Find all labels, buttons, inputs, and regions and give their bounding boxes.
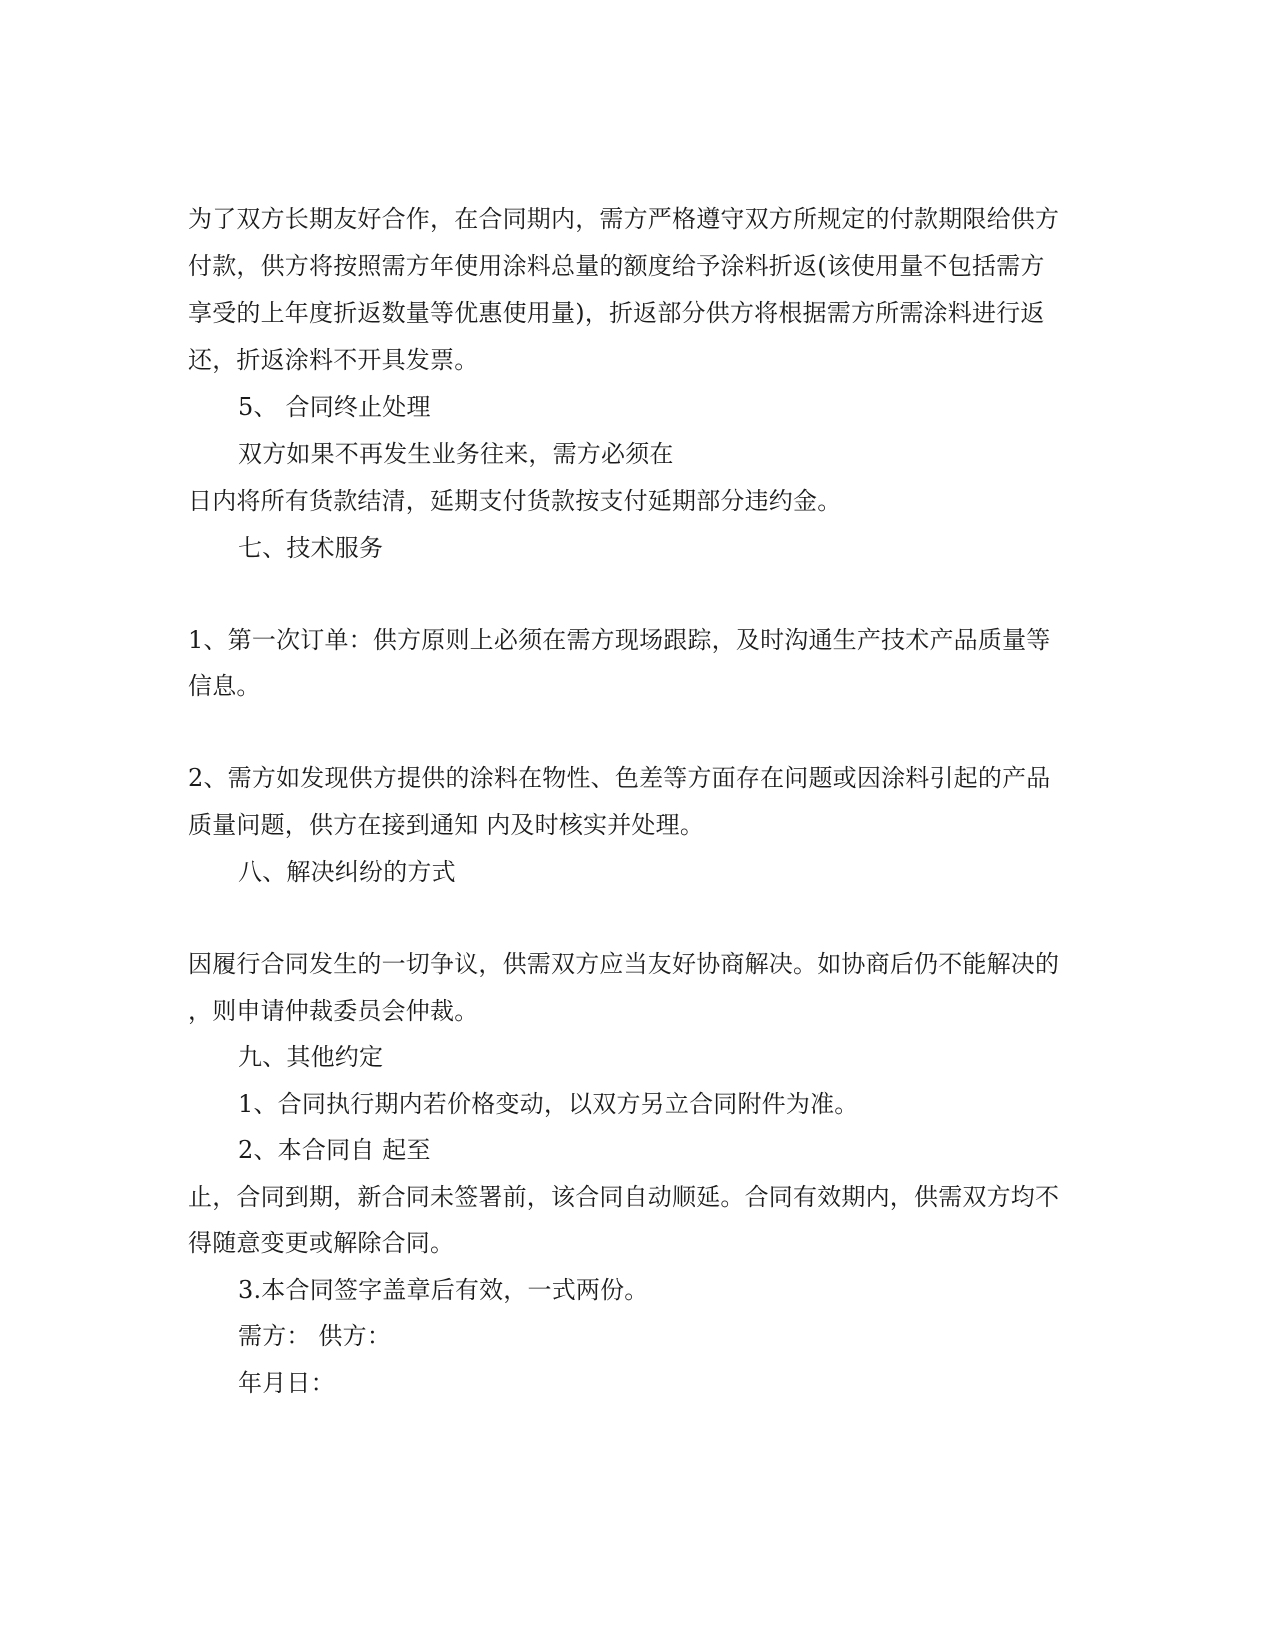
section-heading: 七、技术服务 (238, 534, 384, 562)
paragraph-line: 因履行合同发生的一切争议，供需双方应当友好协商解决。如协商后仍不能解决的 (188, 950, 1060, 978)
paragraph-line: 2、本合同自 起至 (238, 1136, 431, 1164)
section-heading: 八、解决纠纷的方式 (238, 858, 456, 886)
paragraph-line: 双方如果不再发生业务往来，需方必须在 (238, 440, 674, 468)
paragraph-line: ，则申请仲裁委员会仲裁。 (188, 997, 479, 1025)
signature-line: 需方： 供方： (238, 1322, 392, 1350)
paragraph-line: 为了双方长期友好合作，在合同期内，需方严格遵守双方所规定的付款期限给供方 (188, 205, 1060, 233)
paragraph-line: 3.本合同签字盖章后有效，一式两份。 (238, 1276, 649, 1304)
paragraph-line: 2、需方如发现供方提供的涂料在物性、色差等方面存在问题或因涂料引起的产品 (188, 764, 1051, 792)
paragraph-line: 还，折返涂料不开具发票。 (188, 346, 479, 374)
section-heading: 九、其他约定 (238, 1043, 384, 1071)
paragraph-line: 得随意变更或解除合同。 (188, 1229, 455, 1257)
paragraph-line: 信息。 (188, 672, 261, 700)
paragraph-line: 日内将所有货款结清，延期支付货款按支付延期部分违约金。 (188, 487, 842, 515)
paragraph-line: 付款，供方将按照需方年使用涂料总量的额度给予涂料折返(该使用量不包括需方 (188, 252, 1045, 280)
paragraph-line: 止，合同到期，新合同未签署前，该合同自动顺延。合同有效期内，供需双方均不 (188, 1183, 1060, 1211)
paragraph-line: 1、第一次订单：供方原则上必须在需方现场跟踪，及时沟通生产技术产品质量等 (188, 626, 1051, 654)
paragraph-line: 1、合同执行期内若价格变动，以双方另立合同附件为准。 (238, 1090, 859, 1118)
date-line: 年月日： (238, 1369, 335, 1397)
paragraph-line: 享受的上年度折返数量等优惠使用量)，折返部分供方将根据需方所需涂料进行返 (188, 299, 1045, 327)
section-heading: 5、 合同终止处理 (238, 393, 431, 421)
paragraph-line: 质量问题，供方在接到通知 内及时核实并处理。 (188, 811, 705, 839)
